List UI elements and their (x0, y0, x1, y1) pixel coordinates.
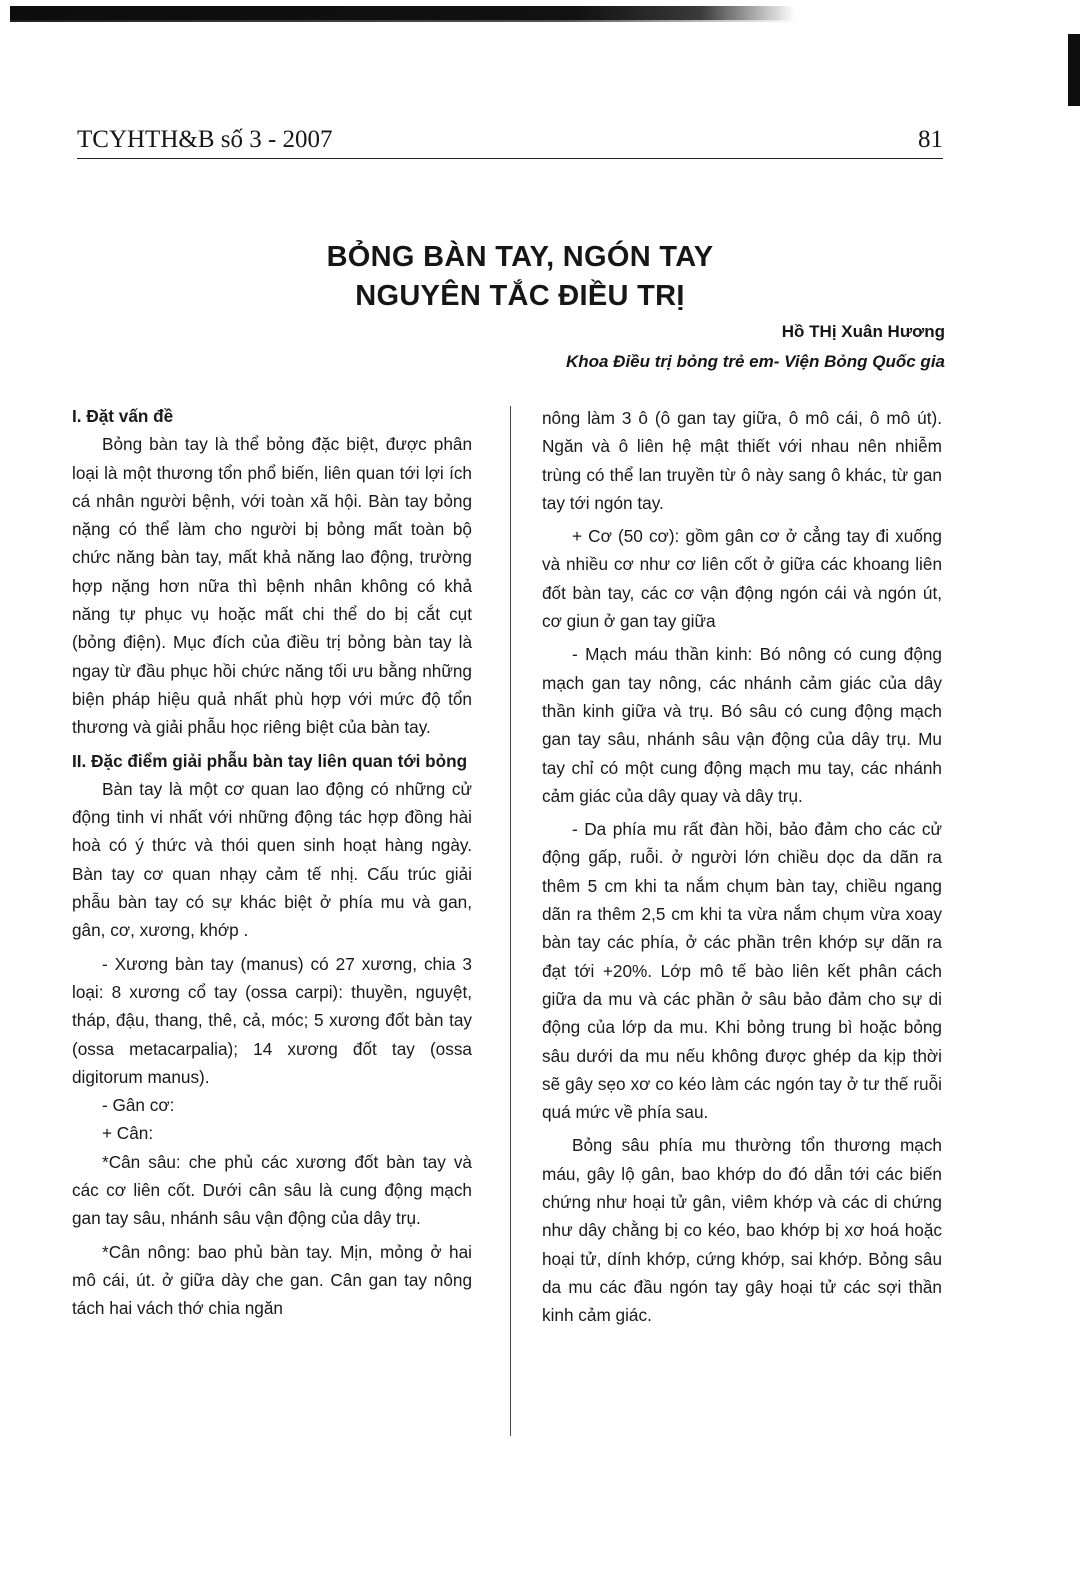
title-line-2: NGUYÊN TẮC ĐIỀU TRỊ (355, 280, 685, 312)
right-column (542, 404, 942, 1330)
scan-border-line (10, 20, 800, 22)
paragraph: + Cơ (50 cơ): gồm gân cơ ở cẳng tay đi xuống và nhiều cơ như cơ liên cốt ở giữa các khoang liên đốt bàn tay, các cơ vận động ngón cái và ngón út, cơ giun ở gan tay giữa (542, 526, 942, 632)
paragraph: - Da phía mu rất đàn hồi, bảo đảm cho các cử động gấp, ruỗi. ở người lớn chiều dọc da dãn ra thêm 5 cm khi ta nắm chụm bàn tay, chiều ngang dãn ra thêm 2,5 cm khi ta vừa nắm chụm vừa xoay bàn tay các phía, ở các phần trên khớp sự dãn ra đạt tới +20%. Lớp mô tế bào liên kết phân cách giữa da mu và các phần ở sâu bảo đảm cho sự di động của lớp da mu. Khi bỏng trung bì hoặc bỏng sâu dưới da mu nếu không được ghép da kịp thời sẽ gây sẹo xơ co kéo làm các ngón tay ở tư thế ruỗi quá mức về phía sau. (542, 819, 942, 1123)
scan-edge-mark (1068, 34, 1080, 106)
paragraph: nông làm 3 ô (ô gan tay giữa, ô mô cái, ô mô út). Ngăn và ô liên hệ mật thiết với nhau nên nhiễm trùng có thể lan truyền từ ô này sang ô khác, từ gan tay tới ngón tay. (542, 408, 942, 513)
paragraph: - Mạch máu thần kinh: Bó nông có cung động mạch gan tay nông, các nhánh cảm giác của dây thần kinh giữa và trụ. Bó sâu có cung động mạch gan tay sâu, nhánh sâu vận động của dây trụ. Mu tay chỉ có một cung động mạch mu tay, các nhánh cảm giác của dây quay và dây trụ. (542, 644, 942, 806)
section-heading-1: I. Đặt vấn đề (72, 406, 174, 426)
paragraph: Bỏng sâu phía mu thường tổn thương mạch máu, gây lộ gân, bao khớp do đó dẫn tới các biến chứng như hoại tử gân, viêm khớp và các di chứng như dây chằng bị co kéo, bao khớp bị xơ hoá hoặc hoại tử, dính khớp, cứng khớp, sai khớp. Bỏng sâu da mu các đầu ngón tay gây hoại tử các sợi thần kinh cảm giác. (542, 1135, 942, 1326)
page-number: 81 (918, 126, 943, 153)
scan-border-bar (10, 6, 795, 20)
paragraph: Bàn tay là một cơ quan lao động có những cử động tinh vi nhất với những động tác hợp đồng hài hoà có ý thức và thói quen sinh hoạt hàng ngày. Bàn tay cơ quan nhạy cảm tế nhị. Cấu trúc giải phẫu bàn tay có sự khác biệt ở phía mu và gan, gân, cơ, xương, khớp . (72, 778, 472, 941)
author-affiliation: Khoa Điều trị bỏng trẻ em- Viện Bỏng Quốc gia (565, 352, 945, 371)
running-header (77, 126, 943, 159)
article-title (200, 238, 840, 316)
paragraph: - Gân cơ: (102, 1095, 175, 1116)
left-column (72, 402, 472, 1323)
paragraph: *Cân nông: bao phủ bàn tay. Mịn, mỏng ở hai mô cái, út. ở giữa dày che gan. Cân gan tay nông tách hai vách thớ chia ngăn (72, 1241, 472, 1319)
paragraph: + Cân: (102, 1123, 154, 1144)
section-heading-2: II. Đặc điểm giải phẫu bàn tay liên quan tới bỏng (72, 750, 468, 771)
column-divider (510, 406, 511, 1436)
paragraph: - Xương bàn tay (manus) có 27 xương, chia 3 loại: 8 xương cổ tay (ossa carpi): thuyền, nguyệt, tháp, đậu, thang, thê, cả, móc; 5 xương đốt bàn tay (ossa metacarpalia); 14 xương đốt tay (ossa digitorum manus). (72, 953, 472, 1087)
title-line-1: BỎNG BÀN TAY, NGÓN TAY (326, 241, 714, 273)
author-name: Hồ THị Xuân Hương (781, 322, 945, 341)
journal-issue: TCYHTH&B số 3 - 2007 (77, 126, 333, 153)
paragraph: *Cân sâu: che phủ các xương đốt bàn tay và các cơ liên cốt. Dưới cân sâu là cung động mạch gan tay sâu, nhánh sâu vận động của dây trụ. (72, 1151, 472, 1229)
paragraph: Bỏng bàn tay là thể bỏng đặc biệt, được phân loại là một thương tổn phổ biến, liên quan tới lợi ích cá nhân người bệnh, với toàn xã hội. Bàn tay bỏng nặng có thể làm cho người bị bỏng mất toàn bộ chức năng bàn tay, mất khả năng lao động, trường hợp nặng hơn nữa thì bệnh nhân không có khả năng tự phục vụ hoặc mất chi thể do bị cắt cụt (bỏng điện). Mục đích của điều trị bỏng bàn tay là ngay từ đầu phục hồi chức năng tối ưu bằng những biện pháp hiệu quả nhất phù hợp với mức độ tổn thương và giải phẫu học riêng biệt của bàn tay. (72, 434, 472, 738)
